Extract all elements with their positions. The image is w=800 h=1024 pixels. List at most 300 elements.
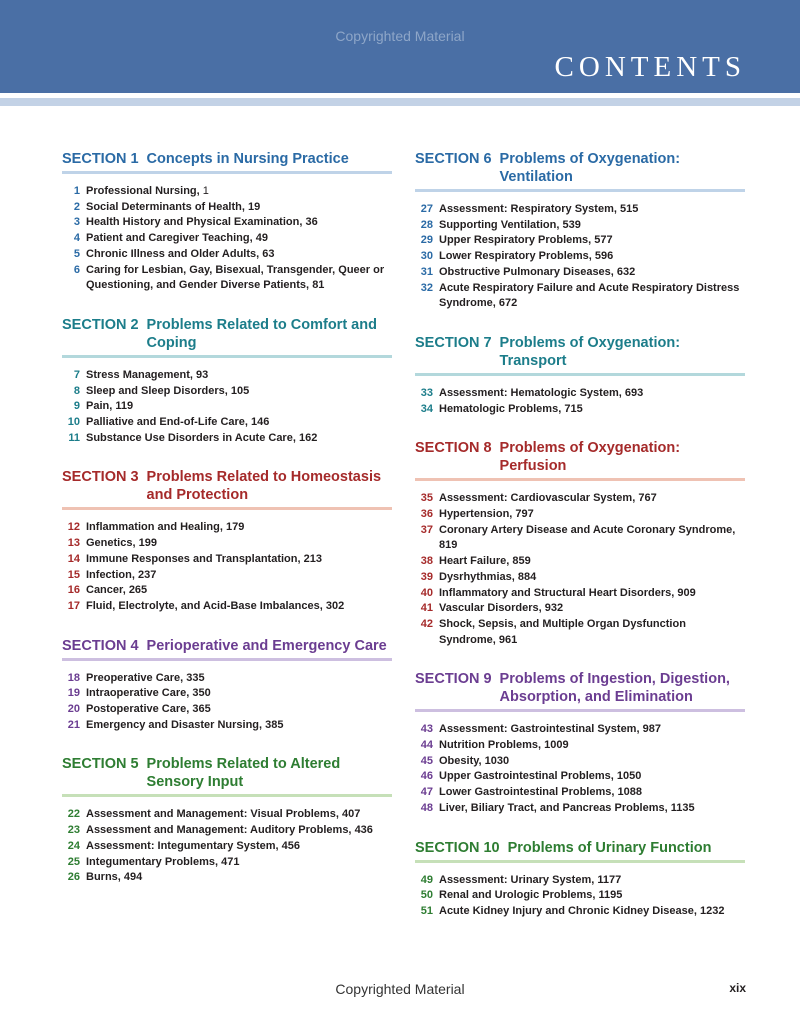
- chapter-page: 456: [281, 839, 300, 852]
- section-title: Problems Related to Altered Sensory Input: [146, 756, 341, 791]
- section-label: SECTION 1: [62, 151, 139, 167]
- chapter-text: [439, 249, 745, 265]
- watermark-top: Copyrighted Material: [335, 28, 465, 44]
- chapter-entry: [415, 738, 745, 754]
- chapter-page: 93: [196, 368, 209, 381]
- toc-section-6: [415, 150, 745, 312]
- chapter-title: Assessment and Management: Auditory Problems,: [86, 824, 352, 837]
- chapter-page: 672: [498, 297, 518, 310]
- section-label: SECTION 2: [62, 316, 139, 333]
- chapter-number: 25: [67, 855, 80, 868]
- chapter-entry: [415, 554, 745, 570]
- chapter-number: 39: [420, 570, 433, 583]
- chapter-title: Supporting Ventilation,: [439, 218, 560, 231]
- chapter-title: Intraoperative Care,: [86, 687, 190, 700]
- chapter-text: [439, 554, 745, 570]
- chapter-page: 49: [255, 232, 268, 245]
- section-label: SECTION 3: [62, 469, 139, 486]
- chapter-title: Integumentary Problems,: [86, 855, 219, 868]
- chapter-number: 47: [420, 786, 433, 799]
- toc-section-8: [415, 439, 745, 648]
- chapter-entry: [62, 184, 392, 200]
- section-label: SECTION 10: [415, 839, 500, 856]
- toc-section-7: [415, 334, 745, 417]
- chapter-text: [439, 873, 745, 889]
- section-label: SECTION 4: [62, 637, 139, 654]
- chapter-entry: [415, 586, 745, 602]
- chapter-text: [86, 399, 392, 415]
- chapter-text: [439, 754, 745, 770]
- chapter-page: 596: [594, 250, 614, 263]
- page-number: xix: [729, 981, 746, 995]
- chapter-title: Sleep and Sleep Disorders,: [86, 384, 228, 397]
- chapter-page: 1177: [597, 873, 622, 886]
- chapter-text: [439, 722, 745, 738]
- chapter-page: 407: [341, 808, 361, 821]
- section-title: Concepts in Nursing Practice: [146, 151, 349, 167]
- chapter-page: 987: [642, 723, 661, 736]
- header-divider-light: [0, 98, 800, 106]
- chapter-page: 335: [186, 671, 205, 684]
- chapter-entry: [415, 281, 745, 312]
- chapter-text: [439, 801, 745, 817]
- chapter-number: 42: [420, 617, 433, 630]
- chapter-number: 16: [67, 584, 80, 597]
- chapter-number: 21: [67, 718, 80, 731]
- chapter-entry: [415, 233, 745, 249]
- section-title: Problems of Urinary Function: [507, 839, 712, 856]
- chapter-text: [439, 617, 745, 648]
- chapter-title: Cancer,: [86, 584, 126, 597]
- chapter-title: Assessment: Hematologic System,: [439, 386, 622, 399]
- toc-section-1: [62, 150, 392, 294]
- section-title: Problems Related to Homeostasis and Protection: [146, 469, 382, 504]
- chapter-title: Obstructive Pulmonary Diseases,: [439, 265, 614, 278]
- chapter-title: Coronary Artery Disease and Acute Coronary Syndrome,: [439, 523, 736, 536]
- toc-section-4: [62, 637, 392, 734]
- chapter-page: 1195: [598, 889, 623, 902]
- chapter-title: Lower Gastrointestinal Problems,: [439, 786, 615, 799]
- chapter-number: 6: [73, 263, 80, 276]
- chapter-text: [86, 870, 392, 886]
- chapter-text: [86, 583, 392, 599]
- section-label: SECTION 6: [415, 151, 492, 167]
- section-label: SECTION 9: [415, 671, 492, 688]
- chapter-entry: [415, 754, 745, 770]
- chapter-page: 1050: [616, 770, 642, 783]
- chapter-page: 119: [115, 400, 134, 413]
- chapter-title: Upper Gastrointestinal Problems,: [439, 770, 614, 783]
- chapter-number: 51: [420, 904, 433, 917]
- chapter-title: Obesity,: [439, 754, 482, 767]
- chapter-text: [86, 200, 392, 216]
- section-label: SECTION 8: [415, 440, 492, 457]
- chapter-number: 17: [67, 599, 80, 612]
- chapter-entry: [62, 368, 392, 384]
- chapter-number: 18: [67, 671, 80, 684]
- chapter-title: Postoperative Care,: [86, 703, 190, 716]
- chapter-number: 43: [420, 723, 433, 736]
- toc-column-right: [415, 150, 745, 942]
- chapter-entry: [62, 399, 392, 415]
- chapter-entry: [62, 855, 392, 871]
- chapter-number: 32: [420, 281, 433, 294]
- chapter-entry: [62, 702, 392, 718]
- chapter-number: 5: [73, 247, 80, 260]
- section-heading: [62, 316, 392, 358]
- chapter-text: [86, 184, 392, 200]
- chapter-number: 35: [420, 492, 433, 505]
- chapter-text: [439, 888, 745, 904]
- chapter-text: [86, 415, 392, 431]
- chapter-title: Fluid, Electrolyte, and Acid-Base Imbalances,: [86, 599, 323, 612]
- chapter-text: [86, 855, 392, 871]
- chapter-text: [86, 431, 392, 447]
- chapter-entry: [62, 536, 392, 552]
- chapter-page: 471: [221, 855, 240, 868]
- chapter-text: [439, 601, 745, 617]
- chapter-number: 30: [420, 250, 433, 263]
- chapter-number: 19: [67, 687, 80, 700]
- chapter-text: [86, 807, 392, 823]
- chapter-page: 715: [564, 402, 583, 415]
- chapter-title: Nutrition Problems,: [439, 739, 542, 752]
- chapter-number: 12: [67, 521, 80, 534]
- chapter-number: 22: [67, 808, 80, 821]
- chapter-entry: [62, 823, 392, 839]
- chapter-title: Lower Respiratory Problems,: [439, 250, 592, 263]
- chapter-entry: [62, 263, 392, 294]
- chapter-title: Infection,: [86, 568, 135, 581]
- chapter-number: 11: [68, 431, 80, 444]
- chapter-page: 81: [312, 279, 325, 292]
- chapter-entry: [415, 402, 745, 418]
- chapter-entry: [62, 807, 392, 823]
- chapter-page: 265: [128, 584, 148, 597]
- chapter-entry: [415, 570, 745, 586]
- chapter-title: Assessment and Management: Visual Problems,: [86, 808, 339, 821]
- section-title: Problems of Oxygenation: Ventilation: [499, 151, 681, 185]
- chapter-number: 20: [67, 703, 80, 716]
- chapter-entry: [415, 218, 745, 234]
- chapter-entry: [415, 202, 745, 218]
- section-heading: [62, 637, 392, 661]
- chapter-number: 3: [73, 216, 80, 229]
- chapter-text: [439, 202, 745, 218]
- chapter-number: 37: [420, 523, 433, 536]
- chapter-entry: [62, 415, 392, 431]
- chapter-title: Acute Kidney Injury and Chronic Kidney Disease,: [439, 904, 697, 917]
- chapter-title: Assessment: Cardiovascular System,: [439, 492, 636, 505]
- chapter-page: 767: [638, 492, 657, 505]
- chapter-title: Hematologic Problems,: [439, 402, 562, 415]
- chapter-text: [86, 231, 392, 247]
- chapter-number: 40: [420, 586, 433, 599]
- chapter-page: 385: [265, 718, 284, 731]
- chapter-page: 1232: [700, 904, 725, 917]
- section-heading: [415, 150, 745, 192]
- chapter-text: [86, 215, 392, 231]
- chapter-text: [86, 823, 392, 839]
- chapter-page: 1030: [484, 754, 510, 767]
- chapter-entry: [415, 888, 745, 904]
- chapter-number: 26: [67, 871, 80, 884]
- chapter-text: [439, 904, 745, 920]
- chapter-title: Inflammation and Healing,: [86, 521, 223, 534]
- toc-section-9: [415, 670, 745, 816]
- toc-section-10: [415, 839, 745, 920]
- chapter-entry: [415, 507, 745, 523]
- section-title: Problems of Ingestion, Digestion, Absorption, and Elimination: [499, 671, 730, 706]
- toc-section-2: [62, 316, 392, 447]
- chapter-number: 2: [73, 200, 80, 213]
- chapter-title: Immune Responses and Transplantation,: [86, 552, 301, 565]
- chapter-text: [439, 218, 745, 234]
- chapter-entry: [62, 839, 392, 855]
- chapter-text: [439, 738, 745, 754]
- chapter-text: [86, 536, 392, 552]
- toc-section-3: [62, 468, 392, 614]
- chapter-entry: [62, 384, 392, 400]
- watermark-bottom: Copyrighted Material: [335, 981, 465, 997]
- toc-column-left: [62, 150, 392, 908]
- chapter-page: 19: [248, 200, 261, 213]
- chapter-text: [439, 491, 745, 507]
- chapter-page: 819: [439, 539, 458, 552]
- section-title: Perioperative and Emergency Care: [146, 637, 387, 654]
- section-heading: [415, 439, 745, 481]
- chapter-entry: [62, 431, 392, 447]
- chapter-number: 48: [420, 801, 433, 814]
- chapter-text: [86, 686, 392, 702]
- chapter-text: [86, 552, 392, 568]
- chapter-title: Assessment: Respiratory System,: [439, 203, 617, 215]
- chapter-number: 38: [420, 555, 433, 568]
- chapter-entry: [62, 231, 392, 247]
- chapter-title: Upper Respiratory Problems,: [439, 234, 592, 247]
- chapter-number: 7: [73, 368, 80, 381]
- chapter-number: 4: [73, 232, 80, 245]
- chapter-title: Shock, Sepsis, and Multiple Organ Dysfunction Syndrome,: [439, 617, 686, 646]
- chapter-title: Heart Failure,: [439, 555, 510, 568]
- chapter-entry: [62, 671, 392, 687]
- chapter-number: 1: [73, 185, 80, 197]
- chapter-entry: [62, 568, 392, 584]
- chapter-number: 9: [73, 400, 80, 413]
- section-heading: [62, 150, 392, 174]
- chapter-number: 46: [420, 770, 433, 783]
- chapter-entry: [415, 601, 745, 617]
- chapter-page: 63: [262, 247, 275, 260]
- chapter-text: [439, 233, 745, 249]
- chapter-page: 1088: [617, 786, 642, 799]
- chapter-entry: [415, 722, 745, 738]
- section-heading: [62, 755, 392, 797]
- chapter-text: [86, 568, 392, 584]
- chapter-title: Assessment: Gastrointestinal System,: [439, 723, 640, 736]
- toc-section-5: [62, 755, 392, 886]
- chapter-title: Vascular Disorders,: [439, 602, 542, 615]
- chapter-text: [86, 384, 392, 400]
- chapter-title: Acute Respiratory Failure and Acute Respiratory Distress Syndrome,: [439, 281, 740, 310]
- chapter-title: Palliative and End-of-Life Care,: [86, 416, 248, 429]
- chapter-entry: [415, 904, 745, 920]
- chapter-page: 693: [624, 386, 644, 399]
- chapter-page: 105: [230, 384, 250, 397]
- chapter-number: 34: [420, 402, 433, 415]
- chapter-number: 10: [67, 416, 80, 429]
- chapter-number: 49: [420, 873, 433, 886]
- chapter-text: [86, 702, 392, 718]
- chapter-page: 1: [202, 185, 209, 197]
- chapter-page: 1135: [670, 801, 695, 814]
- chapter-title: Renal and Urologic Problems,: [439, 889, 596, 902]
- section-title: Problems of Oxygenation: Transport: [499, 334, 681, 369]
- chapter-number: 27: [420, 203, 433, 215]
- chapter-page: 577: [594, 234, 613, 247]
- chapter-page: 146: [251, 416, 270, 429]
- chapter-title: Assessment: Urinary System,: [439, 873, 595, 886]
- section-label: SECTION 7: [415, 334, 492, 351]
- chapter-title: Inflammatory and Structural Heart Disorders,: [439, 586, 675, 599]
- chapter-number: 13: [67, 537, 80, 550]
- chapter-number: 23: [67, 824, 80, 837]
- chapter-entry: [62, 520, 392, 536]
- chapter-title: Professional Nursing,: [86, 185, 200, 197]
- chapter-entry: [62, 599, 392, 615]
- chapter-page: 932: [544, 602, 564, 615]
- chapter-entry: [415, 769, 745, 785]
- chapter-page: 36: [305, 216, 318, 229]
- chapter-text: [86, 247, 392, 263]
- chapter-entry: [62, 686, 392, 702]
- chapter-entry: [415, 873, 745, 889]
- chapter-title: Social Determinants of Health,: [86, 200, 245, 213]
- section-title: Problems of Oxygenation: Perfusion: [499, 440, 681, 475]
- chapter-entry: [62, 552, 392, 568]
- section-label: SECTION 5: [62, 756, 139, 773]
- chapter-number: 50: [420, 889, 433, 902]
- chapter-text: [86, 263, 392, 294]
- chapter-page: 884: [517, 570, 537, 583]
- chapter-number: 24: [67, 839, 80, 852]
- chapter-page: 436: [354, 824, 373, 837]
- chapter-number: 31: [420, 265, 433, 278]
- chapter-title: Emergency and Disaster Nursing,: [86, 718, 263, 731]
- section-heading: [415, 334, 745, 376]
- chapter-page: 909: [677, 586, 696, 599]
- chapter-page: 632: [616, 265, 636, 278]
- chapter-number: 45: [420, 754, 433, 767]
- chapter-page: 859: [512, 555, 531, 568]
- chapter-number: 36: [420, 508, 433, 521]
- chapter-title: Hypertension,: [439, 508, 513, 521]
- chapter-title: Burns,: [86, 871, 121, 884]
- chapter-page: 237: [137, 568, 157, 581]
- section-title: Problems Related to Comfort and Coping: [146, 316, 377, 351]
- chapter-number: 14: [67, 552, 80, 565]
- chapter-title: Genetics,: [86, 537, 136, 550]
- chapter-page: 302: [325, 599, 345, 612]
- chapter-title: Substance Use Disorders in Acute Care,: [86, 431, 296, 444]
- chapter-number: 29: [420, 234, 433, 247]
- chapter-number: 28: [420, 218, 433, 231]
- chapter-text: [439, 386, 745, 402]
- chapter-text: [439, 785, 745, 801]
- chapter-entry: [415, 617, 745, 648]
- chapter-page: 365: [192, 703, 211, 716]
- chapter-title: Health History and Physical Examination,: [86, 216, 303, 229]
- section-heading: [62, 468, 392, 510]
- chapter-title: Stress Management,: [86, 368, 193, 381]
- chapter-page: 494: [123, 871, 143, 884]
- chapter-page: 1009: [544, 739, 569, 752]
- chapter-number: 44: [420, 739, 433, 752]
- chapter-text: [439, 402, 745, 418]
- section-heading: [415, 839, 745, 863]
- chapter-entry: [415, 785, 745, 801]
- chapter-title: Pain,: [86, 400, 113, 413]
- chapter-title: Assessment: Integumentary System,: [86, 839, 279, 852]
- chapter-number: 41: [420, 602, 433, 615]
- chapter-text: [439, 586, 745, 602]
- chapter-number: 8: [73, 384, 80, 397]
- chapter-page: 961: [498, 633, 518, 646]
- chapter-entry: [415, 386, 745, 402]
- chapter-text: [86, 839, 392, 855]
- chapter-entry: [415, 491, 745, 507]
- chapter-text: [86, 599, 392, 615]
- chapter-page: 539: [562, 218, 581, 231]
- chapter-entry: [415, 265, 745, 281]
- chapter-title: Patient and Caregiver Teaching,: [86, 232, 253, 245]
- chapter-entry: [62, 870, 392, 886]
- chapter-entry: [415, 523, 745, 554]
- chapter-text: [439, 570, 745, 586]
- page-title: CONTENTS: [554, 51, 746, 83]
- chapter-title: Caring for Lesbian, Gay, Bisexual, Transgender, Queer or Questioning, and Gender Diverse Patients,: [86, 263, 385, 292]
- chapter-entry: [62, 583, 392, 599]
- chapter-text: [439, 769, 745, 785]
- chapter-text: [439, 523, 745, 554]
- chapter-entry: [62, 215, 392, 231]
- chapter-entry: [62, 247, 392, 263]
- chapter-page: 213: [303, 552, 322, 565]
- chapter-page: 797: [515, 508, 534, 521]
- chapter-page: 162: [298, 431, 318, 444]
- chapter-entry: [415, 801, 745, 817]
- section-heading: [415, 670, 745, 712]
- chapter-title: Liver, Biliary Tract, and Pancreas Problems,: [439, 801, 668, 814]
- chapter-page: 199: [138, 537, 157, 550]
- chapter-text: [86, 520, 392, 536]
- chapter-title: Dysrhythmias,: [439, 570, 515, 583]
- chapter-title: Preoperative Care,: [86, 671, 184, 684]
- chapter-number: 15: [67, 568, 80, 581]
- chapter-entry: [415, 249, 745, 265]
- chapter-text: [86, 368, 392, 384]
- chapter-page: 515: [619, 203, 639, 215]
- chapter-text: [439, 507, 745, 523]
- chapter-text: [439, 281, 745, 312]
- chapter-number: 33: [420, 386, 433, 399]
- chapter-page: 179: [225, 521, 245, 534]
- chapter-text: [439, 265, 745, 281]
- chapter-entry: [62, 718, 392, 734]
- chapter-text: [86, 671, 392, 687]
- chapter-entry: [62, 200, 392, 216]
- chapter-title: Chronic Illness and Older Adults,: [86, 247, 260, 260]
